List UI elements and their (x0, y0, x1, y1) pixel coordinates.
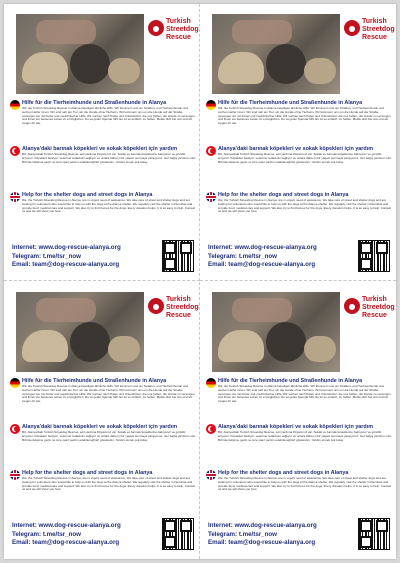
english-title: Help for the shelter dogs and street dogs in Alanya (22, 192, 153, 198)
turkish-body: Biz, Alanya'daki Turkish Streetdog Rescue, acil yardıma ihtiyacımız var. Sokak ve barınak köpeklerine bakıyoruz ve gönüllü arıyoruz. Köpekleri besliyor, veteriner tedavisini sağlıyor ve onlara daha iyi bir yaşam sunmaya çalışıyoruz. Her bağış yardımcı olur. Bizimle iletişime geçin ve size nasıl yardım edebileceğinizi gösterelim. Yardım etmek çok kolay. (218, 431, 392, 442)
turkish-flag-icon (206, 146, 216, 156)
german-title: Hilfe für die Tierheimhunde und Straßenhunde in Alanya (218, 378, 363, 384)
telegram-link[interactable]: Telegram: t.me/tsr_now (208, 252, 277, 260)
german-body: Wir, die Turkish Streetdog Rescue in Alanya beteiligen ähnliche Hilfe. Wir kümmern uns um Straßen- und Tierheimhunde und suchen Helfer innen. Wir sind nah am Tier, wir die Hunde ohne Tierheim. Wir kümmern uns um die Hunde auf der Straße, versorgen sie mit Futter und medizinischer Hilfe. Wir suchen nach Paten und Unterstützer, die uns helfen, die Hunde zu versorgen und ihnen ein besseres Leben zu ermöglichen. Du wo jeder Spende hilft. Es ist so einfach, zu helfen. Melde dich bei uns und wir zeigen dir wie. (218, 385, 391, 404)
internet-link[interactable]: Internet: www.dog-rescue-alanya.org (12, 244, 121, 251)
qr-code (358, 518, 390, 550)
qr-code (358, 240, 390, 272)
dogs-photo (16, 292, 144, 372)
flyer-card (4, 282, 200, 559)
german-flag-icon (206, 100, 216, 110)
qr-code (162, 240, 194, 272)
uk-flag-icon (206, 192, 216, 202)
logo-text: Turkish Streetdog Rescue (166, 18, 199, 41)
flyer-card (200, 4, 396, 281)
turkish-flag-icon (10, 146, 20, 156)
dogs-photo (212, 292, 340, 372)
internet-link[interactable]: Internet: www.dog-rescue-alanya.org (208, 522, 317, 529)
email-link[interactable]: Email: team@dog-rescue-alanya.org (12, 261, 120, 268)
flyer-card (200, 282, 396, 559)
turkish-body: Biz, Alanya'daki Turkish Streetdog Rescue, acil yardıma ihtiyacımız var. Sokak ve barınak köpeklerine bakıyoruz ve gönüllü arıyoruz. Köpekleri besliyor, veteriner tedavisini sağlıyor ve onlara daha iyi bir yaşam sunmaya çalışıyoruz. Her bağış yardımcı olur. Bizimle iletişime geçin ve size nasıl yardım edebileceğinizi gösterelim. Yardım etmek çok kolay. (218, 153, 392, 164)
contacts (208, 522, 348, 548)
logo-text: Turkish Streetdog Rescue (166, 296, 199, 319)
dogs-photo (212, 14, 340, 94)
english-body: We, the Turkish Streetdog Rescue in Alanya, are in urgent need of assistance. We take care of street and shelter dogs and are looking for volunteers who would like to help us with the dogs at the Alanya shelter. We regularly visit the shelter in Demirtas and provide food, medical care and support. We also try to find homes for the dogs. Every donation helps. It is so easy to help. Contact us and we will show you how. (22, 477, 196, 492)
flyer-sheet (4, 4, 396, 559)
paw-logo-icon (344, 298, 360, 314)
flyer-card (4, 4, 200, 281)
english-title: Help for the shelter dogs and street dogs in Alanya (22, 470, 153, 476)
contacts (12, 522, 152, 548)
german-title: Hilfe für die Tierheimhunde und Straßenhunde in Alanya (22, 100, 167, 106)
internet-link[interactable]: Internet: www.dog-rescue-alanya.org (208, 244, 317, 251)
email-link[interactable]: Email: team@dog-rescue-alanya.org (12, 539, 120, 546)
german-title: Hilfe für die Tierheimhunde und Straßenhunde in Alanya (218, 100, 363, 106)
english-body: We, the Turkish Streetdog Rescue in Alanya, are in urgent need of assistance. We take care of street and shelter dogs and are looking for volunteers who would like to help us with the dogs at the Alanya shelter. We regularly visit the shelter in Demirtas and provide food, medical care and support. We also try to find homes for the dogs. Every donation helps. It is so easy to help. Contact us and we will show you how. (218, 199, 392, 214)
german-flag-icon (10, 378, 20, 388)
paw-logo-icon (344, 20, 360, 36)
qr-code (162, 518, 194, 550)
uk-flag-icon (10, 192, 20, 202)
logo-text: Turkish Streetdog Rescue (362, 18, 395, 41)
turkish-flag-icon (206, 424, 216, 434)
english-title: Help for the shelter dogs and street dogs in Alanya (218, 192, 349, 198)
uk-flag-icon (10, 470, 20, 480)
contacts (208, 244, 348, 270)
german-body: Wir, die Turkish Streetdog Rescue in Alanya beteiligen ähnliche Hilfe. Wir kümmern uns um Straßen- und Tierheimhunde und suchen Helfer innen. Wir sind nah am Tier, wir die Hunde ohne Tierheim. Wir kümmern uns um die Hunde auf der Straße, versorgen sie mit Futter und medizinischer Hilfe. Wir suchen nach Paten und Unterstützer, die uns helfen, die Hunde zu versorgen und ihnen ein besseres Leben zu ermöglichen. Du wo jeder Spende hilft. Es ist so einfach, zu helfen. Melde dich bei uns und wir zeigen dir wie. (22, 385, 195, 404)
uk-flag-icon (206, 470, 216, 480)
english-body: We, the Turkish Streetdog Rescue in Alanya, are in urgent need of assistance. We take care of street and shelter dogs and are looking for volunteers who would like to help us with the dogs at the Alanya shelter. We regularly visit the shelter in Demirtas and provide food, medical care and support. We also try to find homes for the dogs. Every donation helps. It is so easy to help. Contact us and we will show you how. (22, 199, 196, 214)
paw-logo-icon (148, 20, 164, 36)
turkish-body: Biz, Alanya'daki Turkish Streetdog Rescue, acil yardıma ihtiyacımız var. Sokak ve barınak köpeklerine bakıyoruz ve gönüllü arıyoruz. Köpekleri besliyor, veteriner tedavisini sağlıyor ve onlara daha iyi bir yaşam sunmaya çalışıyoruz. Her bağış yardımcı olur. Bizimle iletişime geçin ve size nasıl yardım edebileceğinizi gösterelim. Yardım etmek çok kolay. (22, 153, 196, 164)
paw-logo-icon (148, 298, 164, 314)
turkish-title: Alanya'daki barınak köpekleri ve sokak köpekleri için yardım (22, 146, 177, 152)
turkish-body: Biz, Alanya'daki Turkish Streetdog Rescue, acil yardıma ihtiyacımız var. Sokak ve barınak köpeklerine bakıyoruz ve gönüllü arıyoruz. Köpekleri besliyor, veteriner tedavisini sağlıyor ve onlara daha iyi bir yaşam sunmaya çalışıyoruz. Her bağış yardımcı olur. Bizimle iletişime geçin ve size nasıl yardım edebileceğinizi gösterelim. Yardım etmek çok kolay. (22, 431, 196, 442)
telegram-link[interactable]: Telegram: t.me/tsr_now (208, 530, 277, 538)
turkish-title: Alanya'daki barınak köpekleri ve sokak köpekleri için yardım (218, 424, 373, 430)
logo-text: Turkish Streetdog Rescue (362, 296, 395, 319)
internet-link[interactable]: Internet: www.dog-rescue-alanya.org (12, 522, 121, 529)
english-body: We, the Turkish Streetdog Rescue in Alanya, are in urgent need of assistance. We take care of street and shelter dogs and are looking for volunteers who would like to help us with the dogs at the Alanya shelter. We regularly visit the shelter in Demirtas and provide food, medical care and support. We also try to find homes for the dogs. Every donation helps. It is so easy to help. Contact us and we will show you how. (218, 477, 392, 492)
turkish-title: Alanya'daki barınak köpekleri ve sokak köpekleri için yardım (22, 424, 177, 430)
german-body: Wir, die Turkish Streetdog Rescue in Alanya beteiligen ähnliche Hilfe. Wir kümmern uns um Straßen- und Tierheimhunde und suchen Helfer innen. Wir sind nah am Tier, wir die Hunde ohne Tierheim. Wir kümmern uns um die Hunde auf der Straße, versorgen sie mit Futter und medizinischer Hilfe. Wir suchen nach Paten und Unterstützer, die uns helfen, die Hunde zu versorgen und ihnen ein besseres Leben zu ermöglichen. Du wo jeder Spende hilft. Es ist so einfach, zu helfen. Melde dich bei uns und wir zeigen dir wie. (218, 107, 391, 126)
german-body: Wir, die Turkish Streetdog Rescue in Alanya beteiligen ähnliche Hilfe. Wir kümmern uns um Straßen- und Tierheimhunde und suchen Helfer innen. Wir sind nah am Tier, wir die Hunde ohne Tierheim. Wir kümmern uns um die Hunde auf der Straße, versorgen sie mit Futter und medizinischer Hilfe. Wir suchen nach Paten und Unterstützer, die uns helfen, die Hunde zu versorgen und ihnen ein besseres Leben zu ermöglichen. Du wo jeder Spende hilft. Es ist so einfach, zu helfen. Melde dich bei uns und wir zeigen dir wie. (22, 107, 195, 126)
dogs-photo (16, 14, 144, 94)
turkish-title: Alanya'daki barınak köpekleri ve sokak köpekleri için yardım (218, 146, 373, 152)
turkish-flag-icon (10, 424, 20, 434)
german-title: Hilfe für die Tierheimhunde und Straßenhunde in Alanya (22, 378, 167, 384)
german-flag-icon (10, 100, 20, 110)
english-title: Help for the shelter dogs and street dogs in Alanya (218, 470, 349, 476)
contacts (12, 244, 152, 270)
email-link[interactable]: Email: team@dog-rescue-alanya.org (208, 539, 316, 546)
telegram-link[interactable]: Telegram: t.me/tsr_now (12, 252, 81, 260)
email-link[interactable]: Email: team@dog-rescue-alanya.org (208, 261, 316, 268)
german-flag-icon (206, 378, 216, 388)
telegram-link[interactable]: Telegram: t.me/tsr_now (12, 530, 81, 538)
